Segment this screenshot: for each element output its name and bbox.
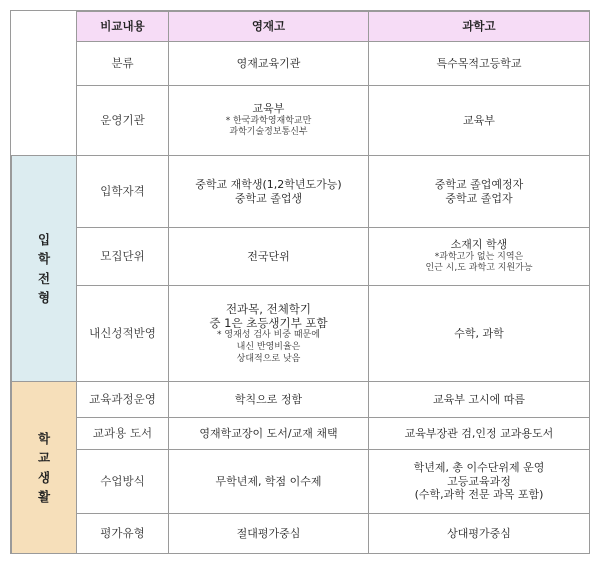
gifted-operator-note1: * 한국과학영재학교만 — [225, 115, 312, 126]
gifted-grades-line1: 전과목, 전체학기 — [225, 301, 312, 316]
cell-science-recruit-unit — [369, 228, 590, 286]
cell-gifted-grades — [169, 286, 369, 382]
gifted-eligibility-line1: 중학교 재학생(1,2학년도가능) — [195, 177, 342, 191]
cell-science-class-method — [369, 450, 590, 514]
cell-gifted-evaluation: 절대평가중심 — [169, 514, 369, 554]
science-eligibility-line1: 중학교 졸업예정자 — [434, 177, 524, 191]
gifted-grades-note2: 내신 반영비율은 — [236, 342, 301, 353]
cell-science-evaluation: 상대평가중심 — [369, 514, 590, 554]
cell-science-classification: 특수목적고등학교 — [369, 42, 590, 86]
cell-gifted-eligibility — [169, 156, 369, 228]
group-label-admission: 입학전형 — [12, 156, 77, 382]
comparison-table — [11, 11, 590, 554]
row-label-operator: 운영기관 — [77, 86, 169, 156]
gifted-grades-note1: * 영재성 검사 비중 때문에 — [217, 330, 320, 341]
science-class-line2: 고등교육과정 — [447, 474, 511, 488]
group-label-school-life: 학교생활 — [12, 382, 77, 554]
header-science: 과학고 — [369, 12, 590, 42]
row-label-textbook: 교과용 도서 — [77, 418, 169, 450]
row-label-class-method: 수업방식 — [77, 450, 169, 514]
gifted-operator-main: 교육부 — [252, 101, 285, 115]
corner-cell — [12, 12, 77, 156]
cell-science-textbook: 교육부장관 검,인정 교과용도서 — [369, 418, 590, 450]
header-row — [12, 12, 590, 42]
row-label-classification: 분류 — [77, 42, 169, 86]
cell-gifted-operator — [169, 86, 369, 156]
cell-gifted-textbook: 영재학교장이 도서/교재 채택 — [169, 418, 369, 450]
header-gifted: 영재고 — [169, 12, 369, 42]
gifted-grades-note3: 상대적으로 낮음 — [236, 353, 301, 364]
cell-science-grades: 수학, 과학 — [369, 286, 590, 382]
science-recruit-note2: 인근 시,도 과학고 지원가능 — [425, 263, 533, 274]
cell-gifted-recruit-unit: 전국단위 — [169, 228, 369, 286]
table-row — [12, 42, 590, 86]
gifted-operator-note2: 과학기술정보통신부 — [229, 127, 308, 138]
row-label-recruit-unit: 모집단위 — [77, 228, 169, 286]
science-recruit-note1: *과학고가 없는 지역은 — [434, 251, 524, 262]
row-label-eligibility: 입학자격 — [77, 156, 169, 228]
table-row — [12, 382, 590, 418]
cell-science-curriculum: 교육부 고시에 따름 — [369, 382, 590, 418]
cell-gifted-curriculum: 학칙으로 정함 — [169, 382, 369, 418]
science-class-line1: 학년제, 총 이수단위제 운영 — [413, 460, 545, 474]
table-row — [12, 156, 590, 228]
science-recruit-line1: 소재지 학생 — [450, 237, 508, 251]
row-label-grades: 내신성적반영 — [77, 286, 169, 382]
cell-gifted-classification: 영재교육기관 — [169, 42, 369, 86]
science-eligibility-line2: 중학교 졸업자 — [445, 191, 513, 205]
gifted-grades-line2: 중 1은 초등생기부 포함 — [209, 315, 328, 330]
table-row — [12, 418, 590, 450]
gifted-eligibility-line2: 중학교 졸업생 — [234, 191, 303, 205]
table-row — [12, 514, 590, 554]
row-label-curriculum: 교육과정운영 — [77, 382, 169, 418]
row-label-evaluation: 평가유형 — [77, 514, 169, 554]
science-class-line3: (수학,과학 전문 과목 포함) — [414, 488, 544, 502]
table-row — [12, 286, 590, 382]
header-item: 비교내용 — [77, 12, 169, 42]
table-row — [12, 86, 590, 156]
table-row — [12, 450, 590, 514]
cell-gifted-class-method: 무학년제, 학점 이수제 — [169, 450, 369, 514]
cell-science-eligibility — [369, 156, 590, 228]
table-row — [12, 228, 590, 286]
cell-science-operator: 교육부 — [369, 86, 590, 156]
